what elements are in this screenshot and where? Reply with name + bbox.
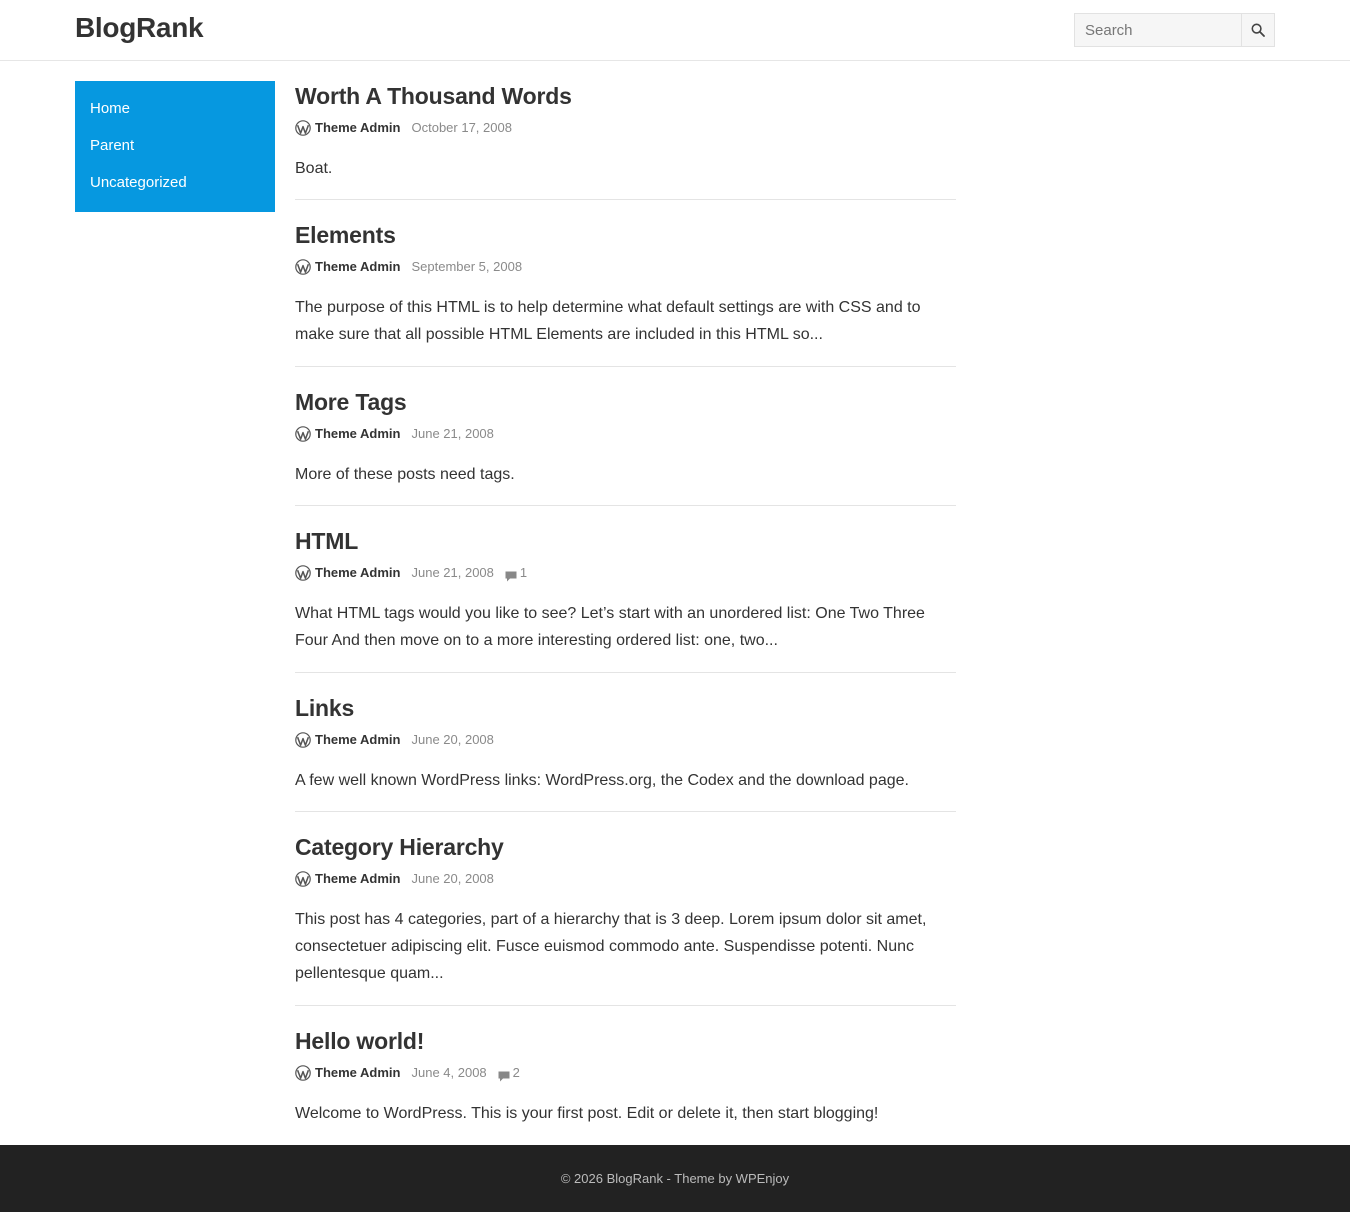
post-item bbox=[295, 387, 956, 488]
post-item bbox=[295, 832, 956, 987]
site-title[interactable]: BlogRank bbox=[75, 12, 204, 43]
post-divider bbox=[295, 1005, 956, 1006]
sidebar-menu bbox=[75, 81, 275, 212]
post-item bbox=[295, 220, 956, 348]
author-avatar-icon bbox=[295, 120, 311, 136]
search-input[interactable] bbox=[1075, 14, 1241, 46]
post-meta bbox=[295, 563, 956, 583]
post-title[interactable]: Links bbox=[295, 695, 355, 721]
post-excerpt: Welcome to WordPress. This is your first post. Edit or delete it, then start blogging! bbox=[295, 1105, 879, 1122]
post-item bbox=[295, 81, 956, 182]
site-footer bbox=[0, 1145, 1350, 1212]
author-avatar-icon bbox=[295, 565, 311, 581]
post-item bbox=[295, 526, 956, 654]
post-date[interactable]: June 21, 2008 bbox=[411, 426, 494, 441]
search-button[interactable] bbox=[1241, 14, 1274, 46]
post-excerpt: A few well known WordPress links: WordPress.org, the Codex and the download page. bbox=[295, 772, 909, 789]
post-date[interactable]: June 20, 2008 bbox=[411, 732, 494, 747]
author-avatar-icon bbox=[295, 259, 311, 275]
search-form bbox=[1074, 13, 1275, 47]
post-divider bbox=[295, 505, 956, 506]
post-excerpt: Boat. bbox=[295, 160, 333, 177]
site-header bbox=[0, 0, 1350, 61]
comment-count: 2 bbox=[512, 1065, 520, 1080]
post-item bbox=[295, 693, 956, 794]
post-author[interactable]: Theme Admin bbox=[315, 732, 401, 747]
post-divider bbox=[295, 811, 956, 812]
post-divider bbox=[295, 672, 956, 673]
post-date[interactable]: October 17, 2008 bbox=[411, 120, 512, 135]
post-excerpt: More of these posts need tags. bbox=[295, 466, 515, 483]
post-meta bbox=[295, 257, 956, 277]
post-author[interactable]: Theme Admin bbox=[315, 426, 401, 441]
comment-icon bbox=[498, 1068, 510, 1079]
post-comments-link[interactable] bbox=[498, 1063, 520, 1083]
sidebar-item-home[interactable]: Home bbox=[90, 100, 131, 117]
sidebar-item-parent[interactable]: Parent bbox=[90, 137, 135, 154]
post-comments-link[interactable] bbox=[505, 563, 527, 583]
post-author[interactable]: Theme Admin bbox=[315, 259, 401, 274]
comment-icon bbox=[505, 568, 517, 579]
post-author[interactable]: Theme Admin bbox=[315, 1065, 401, 1080]
author-avatar-icon bbox=[295, 426, 311, 442]
post-item bbox=[295, 1026, 956, 1127]
post-meta bbox=[295, 424, 956, 444]
sidebar-item-uncategorized[interactable]: Uncategorized bbox=[90, 174, 187, 191]
post-author[interactable]: Theme Admin bbox=[315, 565, 401, 580]
post-divider bbox=[295, 366, 956, 367]
post-author[interactable]: Theme Admin bbox=[315, 871, 401, 886]
post-title[interactable]: HTML bbox=[295, 528, 359, 554]
post-excerpt: This post has 4 categories, part of a hierarchy that is 3 deep. Lorem ipsum dolor sit amet, consectetuer adipiscing elit. Fusce euismod commodo ante. Suspendisse potenti. Nunc pellentesque quam... bbox=[295, 911, 927, 982]
author-avatar-icon bbox=[295, 871, 311, 887]
search-icon bbox=[1251, 23, 1265, 37]
post-title[interactable]: More Tags bbox=[295, 389, 407, 415]
post-excerpt: What HTML tags would you like to see? Let’s start with an unordered list: One Two Three Four And then move on to a more interesting ordered list: one, two... bbox=[295, 605, 925, 649]
author-avatar-icon bbox=[295, 732, 311, 748]
post-meta bbox=[295, 730, 956, 750]
post-date[interactable]: June 21, 2008 bbox=[411, 565, 494, 580]
post-meta bbox=[295, 869, 956, 889]
post-date[interactable]: June 4, 2008 bbox=[411, 1065, 487, 1080]
post-title[interactable]: Elements bbox=[295, 222, 396, 248]
post-meta bbox=[295, 1063, 956, 1083]
post-meta bbox=[295, 118, 956, 138]
post-title[interactable]: Category Hierarchy bbox=[295, 834, 504, 860]
author-avatar-icon bbox=[295, 1065, 311, 1081]
post-date[interactable]: June 20, 2008 bbox=[411, 871, 494, 886]
post-title[interactable]: Worth A Thousand Words bbox=[295, 83, 572, 109]
post-excerpt: The purpose of this HTML is to help determine what default settings are with CSS and to make sure that all possible HTML Elements are included in this HTML so... bbox=[295, 299, 921, 343]
comment-count: 1 bbox=[519, 565, 528, 580]
post-title[interactable]: Hello world! bbox=[295, 1028, 425, 1054]
post-divider bbox=[295, 199, 956, 200]
post-date[interactable]: September 5, 2008 bbox=[411, 259, 523, 274]
post-author[interactable]: Theme Admin bbox=[315, 120, 401, 135]
footer-credits: © 2026 BlogRank - Theme by WPEnjoy bbox=[560, 1171, 790, 1186]
